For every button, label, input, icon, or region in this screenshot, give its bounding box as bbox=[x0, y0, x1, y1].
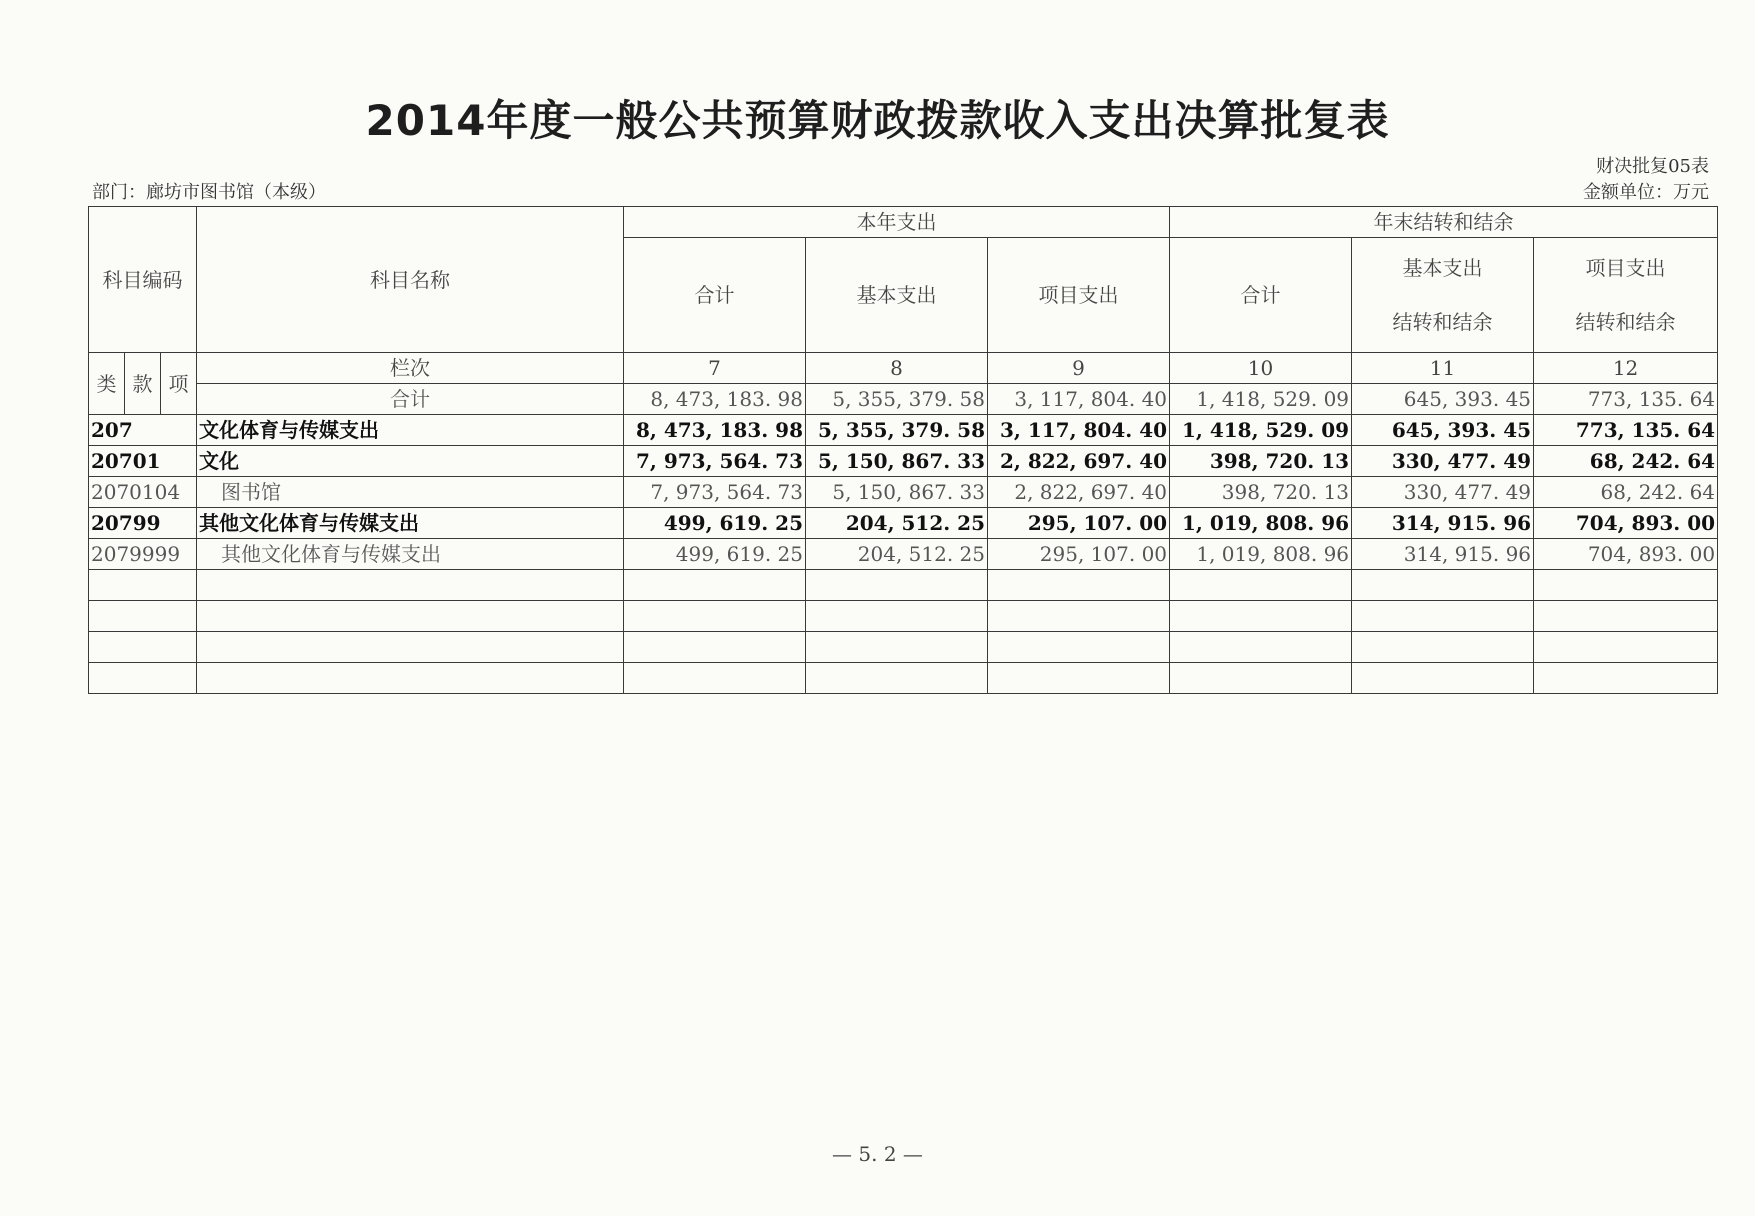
row-name: 其他文化体育与传媒支出 bbox=[197, 508, 624, 539]
table-cell: 645, 393. 45 bbox=[1352, 384, 1534, 415]
table-cell: 8, 473, 183. 98 bbox=[624, 384, 806, 415]
empty-cell bbox=[89, 570, 197, 601]
column-number: 9 bbox=[988, 353, 1170, 384]
empty-cell bbox=[624, 570, 806, 601]
table-cell: 704, 893. 00 bbox=[1534, 508, 1718, 539]
column-number: 8 bbox=[806, 353, 988, 384]
empty-cell bbox=[1534, 663, 1718, 694]
empty-cell bbox=[1352, 601, 1534, 632]
table-cell: 295, 107. 00 bbox=[988, 508, 1170, 539]
row-code: 2070104 bbox=[89, 477, 197, 508]
table-cell: 5, 355, 379. 58 bbox=[806, 415, 988, 446]
table-cell: 330, 477. 49 bbox=[1352, 477, 1534, 508]
table-row bbox=[89, 446, 1718, 477]
table-cell: 68, 242. 64 bbox=[1534, 446, 1718, 477]
empty-cell bbox=[988, 570, 1170, 601]
table-row bbox=[89, 508, 1718, 539]
unit-label: 金额单位：万元 bbox=[1583, 182, 1709, 203]
column-number: 7 bbox=[624, 353, 806, 384]
empty-row bbox=[89, 663, 1718, 694]
empty-cell bbox=[1534, 570, 1718, 601]
header-total: 合计 bbox=[624, 238, 806, 353]
table-cell: 499, 619. 25 bbox=[624, 508, 806, 539]
header-xiang: 项 bbox=[161, 353, 197, 415]
row-name: 文化体育与传媒支出 bbox=[197, 415, 624, 446]
header-project-carry bbox=[1534, 238, 1718, 353]
empty-cell bbox=[197, 601, 624, 632]
header-basic-carry-line2: 结转和结余 bbox=[1392, 310, 1493, 334]
header-basic-carry bbox=[1352, 238, 1534, 353]
table-cell: 3, 117, 804. 40 bbox=[988, 415, 1170, 446]
table-cell: 773, 135. 64 bbox=[1534, 415, 1718, 446]
column-number: 10 bbox=[1170, 353, 1352, 384]
row-code: 207 bbox=[89, 415, 197, 446]
empty-cell bbox=[1170, 601, 1352, 632]
empty-row bbox=[89, 632, 1718, 663]
table-cell: 2, 822, 697. 40 bbox=[988, 477, 1170, 508]
table-cell: 314, 915. 96 bbox=[1352, 508, 1534, 539]
table-cell: 704, 893. 00 bbox=[1534, 539, 1718, 570]
empty-cell bbox=[806, 632, 988, 663]
empty-cell bbox=[988, 632, 1170, 663]
column-number: 11 bbox=[1352, 353, 1534, 384]
page-number: — 5. 2 — bbox=[832, 1142, 923, 1166]
table-cell: 2, 822, 697. 40 bbox=[988, 446, 1170, 477]
empty-cell bbox=[806, 663, 988, 694]
column-number: 12 bbox=[1534, 353, 1718, 384]
empty-cell bbox=[89, 632, 197, 663]
form-code: 财决批复05表 bbox=[1596, 156, 1709, 177]
empty-row bbox=[89, 601, 1718, 632]
table-cell: 1, 418, 529. 09 bbox=[1170, 415, 1352, 446]
header-basic: 基本支出 bbox=[806, 238, 988, 353]
header-subject-code: 科目编码 bbox=[89, 207, 197, 353]
header-subject-name: 科目名称 bbox=[197, 207, 624, 353]
table-cell: 7, 973, 564. 73 bbox=[624, 446, 806, 477]
empty-cell bbox=[806, 601, 988, 632]
empty-cell bbox=[1352, 663, 1534, 694]
budget-table bbox=[88, 206, 1718, 694]
table-cell: 1, 019, 808. 96 bbox=[1170, 539, 1352, 570]
table-cell: 68, 242. 64 bbox=[1534, 477, 1718, 508]
department-label: 部门：廊坊市图书馆（本级） bbox=[92, 182, 326, 203]
empty-row bbox=[89, 570, 1718, 601]
empty-cell bbox=[1352, 570, 1534, 601]
empty-cell bbox=[197, 663, 624, 694]
empty-cell bbox=[1170, 632, 1352, 663]
header-total-2: 合计 bbox=[1170, 238, 1352, 353]
header-current-year: 本年支出 bbox=[624, 207, 1170, 238]
table-cell: 5, 150, 867. 33 bbox=[806, 446, 988, 477]
empty-cell bbox=[1170, 570, 1352, 601]
table-cell: 3, 117, 804. 40 bbox=[988, 384, 1170, 415]
empty-cell bbox=[89, 601, 197, 632]
empty-cell bbox=[988, 601, 1170, 632]
header-row-1 bbox=[89, 207, 1718, 238]
empty-cell bbox=[988, 663, 1170, 694]
empty-cell bbox=[89, 663, 197, 694]
column-number-row bbox=[89, 353, 1718, 384]
table-cell: 295, 107. 00 bbox=[988, 539, 1170, 570]
row-name: 其他文化体育与传媒支出 bbox=[197, 539, 624, 570]
header-project-carry-line2: 结转和结余 bbox=[1575, 310, 1676, 334]
table-cell: 398, 720. 13 bbox=[1170, 477, 1352, 508]
empty-cell bbox=[197, 632, 624, 663]
table-cell: 204, 512. 25 bbox=[806, 508, 988, 539]
empty-cell bbox=[624, 601, 806, 632]
header-lei: 类 bbox=[89, 353, 125, 415]
table-row bbox=[89, 477, 1718, 508]
empty-cell bbox=[197, 570, 624, 601]
table-cell: 8, 473, 183. 98 bbox=[624, 415, 806, 446]
header-kuan: 款 bbox=[125, 353, 161, 415]
table-cell: 1, 418, 529. 09 bbox=[1170, 384, 1352, 415]
row-name: 图书馆 bbox=[197, 477, 624, 508]
page-title: 2014年度一般公共预算财政拨款收入支出决算批复表 bbox=[365, 96, 1390, 145]
header-year-end: 年末结转和结余 bbox=[1170, 207, 1718, 238]
empty-cell bbox=[1170, 663, 1352, 694]
empty-cell bbox=[806, 570, 988, 601]
empty-cell bbox=[624, 663, 806, 694]
table-cell: 5, 150, 867. 33 bbox=[806, 477, 988, 508]
column-number-label: 栏次 bbox=[197, 353, 624, 384]
table-cell: 204, 512. 25 bbox=[806, 539, 988, 570]
table-cell: 645, 393. 45 bbox=[1352, 415, 1534, 446]
table-cell: 398, 720. 13 bbox=[1170, 446, 1352, 477]
table-cell: 1, 019, 808. 96 bbox=[1170, 508, 1352, 539]
table-row bbox=[89, 415, 1718, 446]
empty-cell bbox=[1534, 601, 1718, 632]
empty-cell bbox=[624, 632, 806, 663]
table-cell: 314, 915. 96 bbox=[1352, 539, 1534, 570]
row-name: 文化 bbox=[197, 446, 624, 477]
total-row bbox=[89, 384, 1718, 415]
empty-cell bbox=[1534, 632, 1718, 663]
row-code: 20799 bbox=[89, 508, 197, 539]
table-cell: 5, 355, 379. 58 bbox=[806, 384, 988, 415]
header-project-carry-line1: 项目支出 bbox=[1585, 256, 1666, 280]
header-basic-carry-line1: 基本支出 bbox=[1402, 256, 1483, 280]
table-cell: 330, 477. 49 bbox=[1352, 446, 1534, 477]
table-cell: 7, 973, 564. 73 bbox=[624, 477, 806, 508]
table-cell: 773, 135. 64 bbox=[1534, 384, 1718, 415]
empty-cell bbox=[1352, 632, 1534, 663]
table-cell: 499, 619. 25 bbox=[624, 539, 806, 570]
row-code: 20701 bbox=[89, 446, 197, 477]
row-code: 2079999 bbox=[89, 539, 197, 570]
header-project: 项目支出 bbox=[988, 238, 1170, 353]
total-row-label: 合计 bbox=[197, 384, 624, 415]
table-row bbox=[89, 539, 1718, 570]
